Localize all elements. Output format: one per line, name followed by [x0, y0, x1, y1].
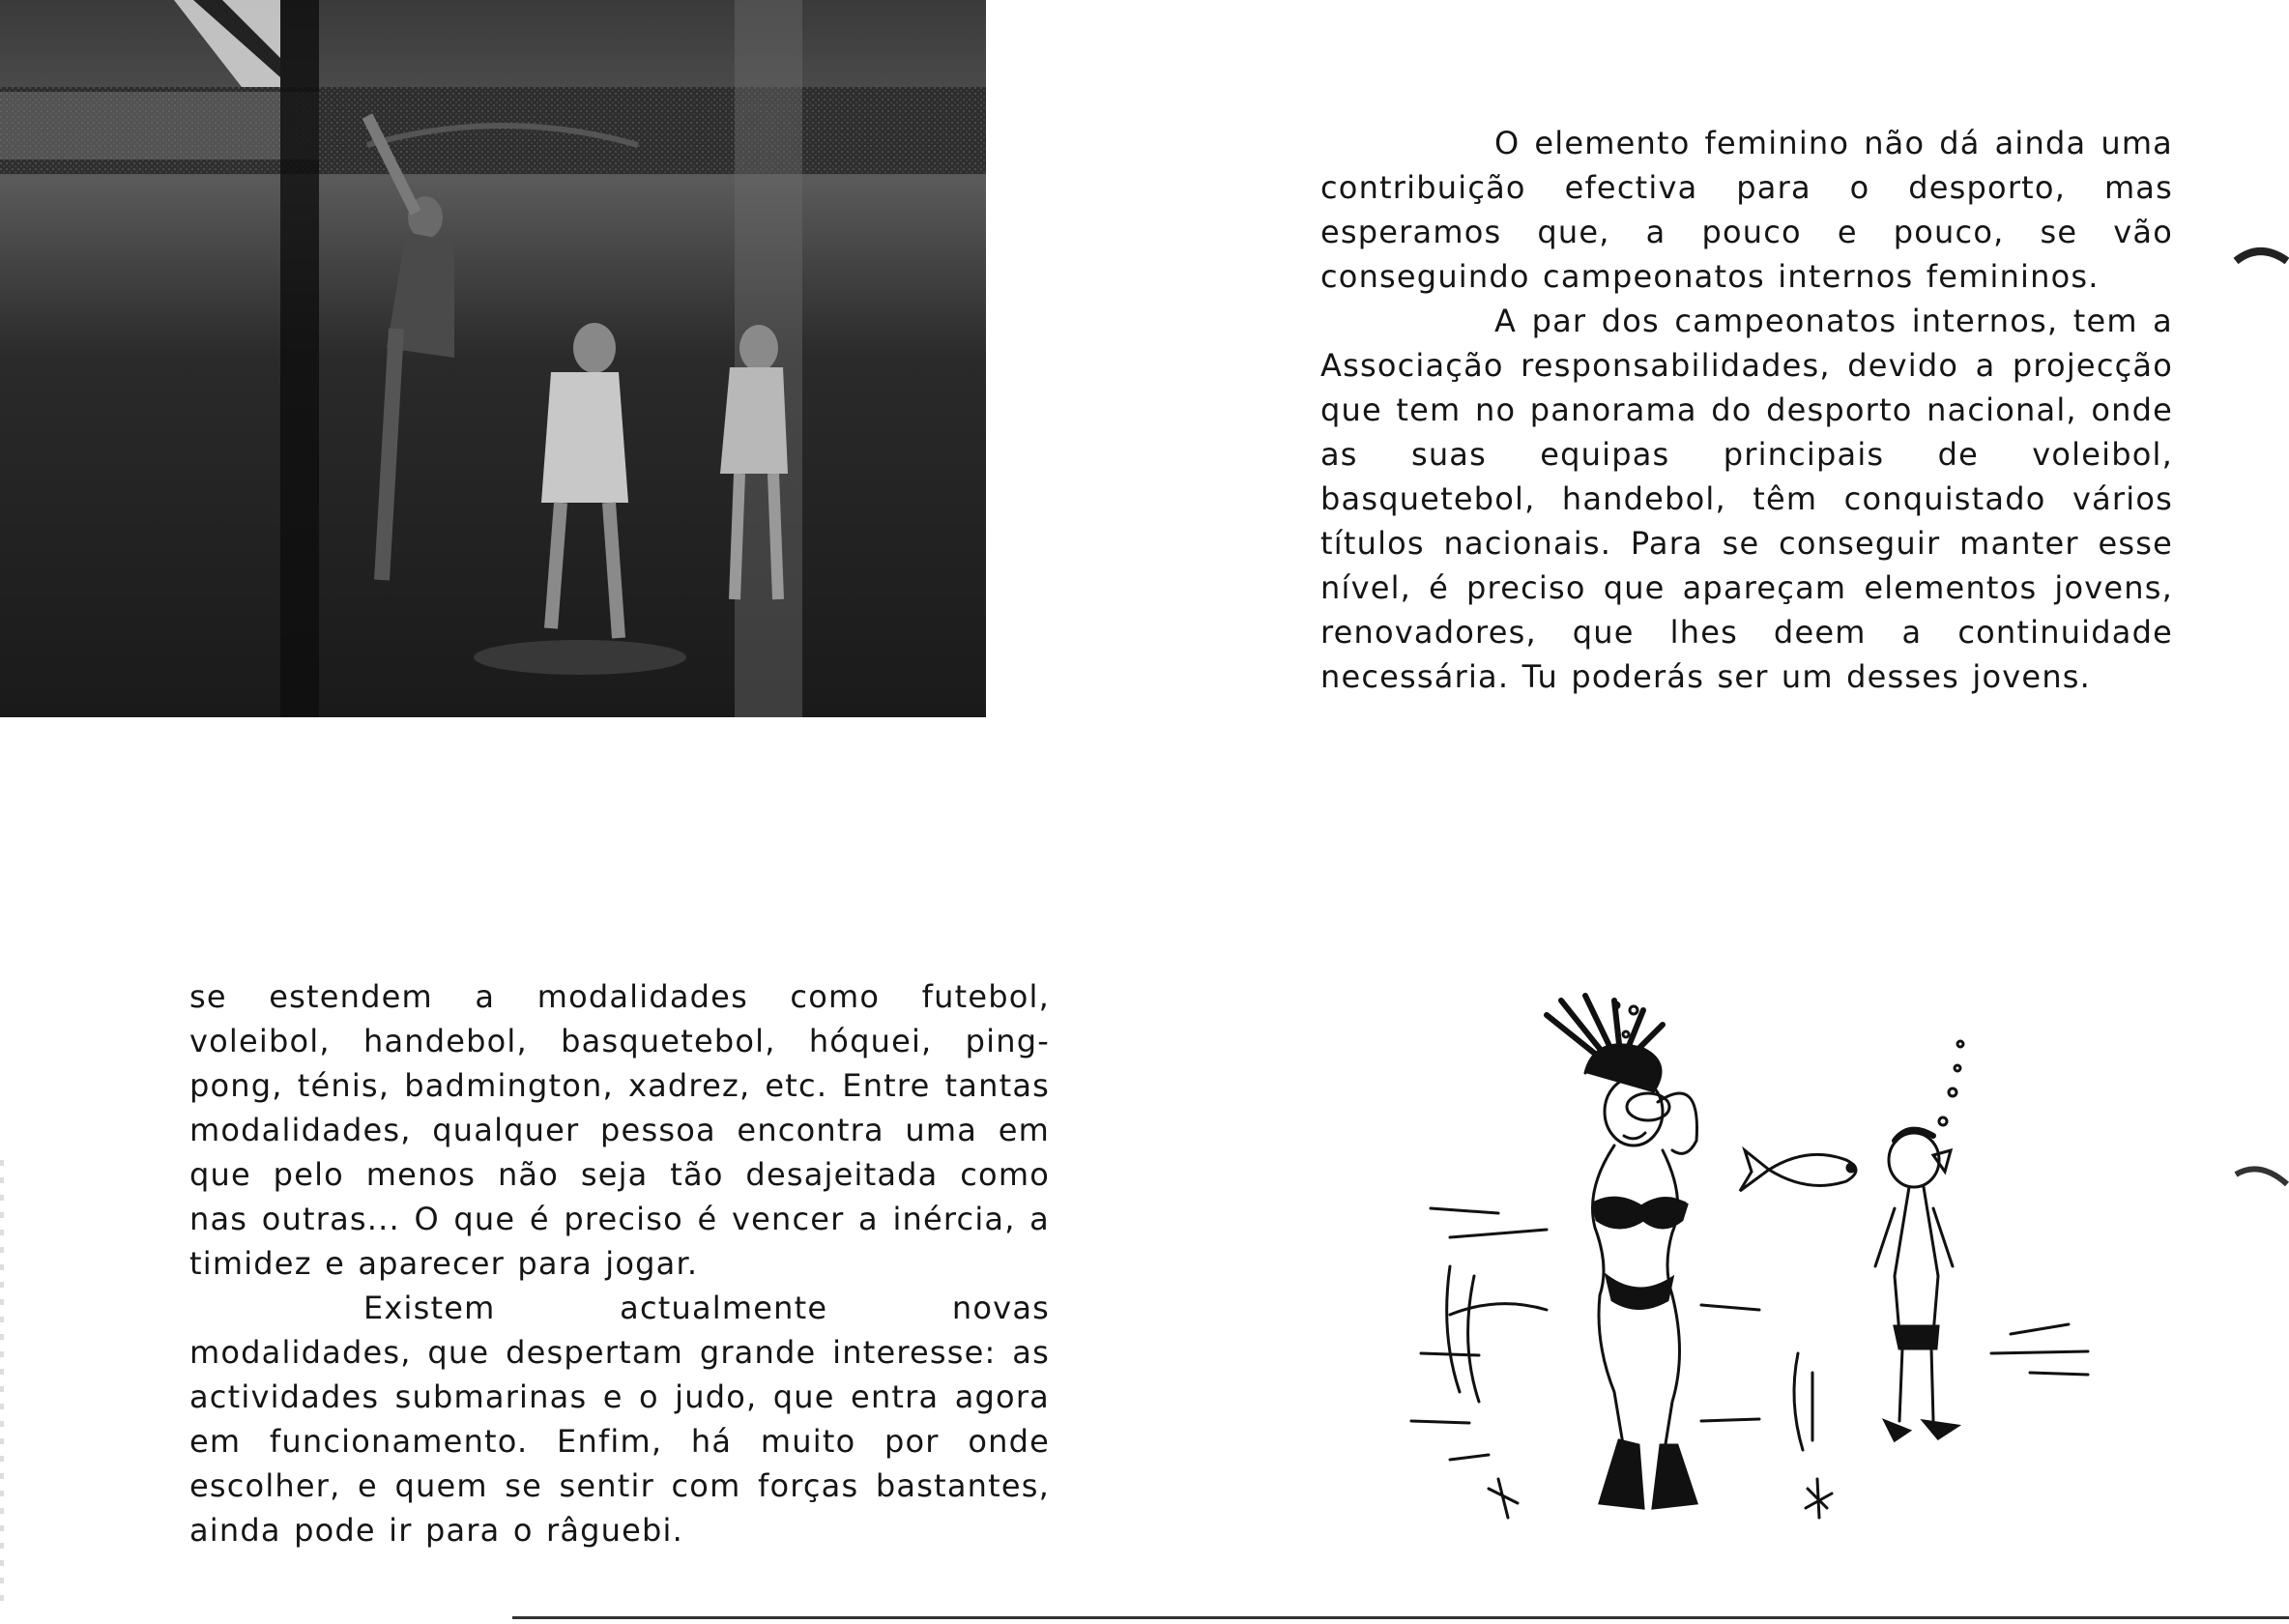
page-edge-mark [2231, 1150, 2289, 1189]
left-paragraph-2: Existem actualmente novas modalidades, que despertam grande interesse: as actividades submarinas e o judo, que entra agora em funcionamento. Enfim, há muito por onde escolher, e quem se sentir com forças bastantes, ainda pode ir para o râguebi. [189, 1290, 1050, 1549]
diving-cartoon [1353, 967, 2107, 1556]
right-paragraph-2: A par dos campeonatos internos, tem a Associação responsabilidades, devido a projecção que tem no panorama do desporto nacional, onde as suas equipas principais de voleibol, basquetebol, handebol, têm conquistado vários títulos nacionais. Para se conseguir manter esse nível, é preciso que apareçam elementos jovens, renovadores, que lhes deem a continuidade necessária. Tu poderás ser um desses jovens. [1320, 303, 2173, 695]
diving-cartoon-graphic [1353, 967, 2107, 1556]
basketball-photo [0, 0, 986, 717]
left-paragraph-1: se estendem a modalidades como futebol, voleibol, handebol, basquetebol, hóquei, ping-pong, ténis, badmington, xadrez, etc. Entre tantas modalidades, qualquer pessoa encontra uma em que pelo menos não seja tão desajeitada como nas outras... O que é preciso é vencer a inércia, a timidez e aparecer para jogar. [189, 978, 1050, 1282]
left-text-column [189, 974, 1050, 1552]
page-edge-mark [2231, 232, 2289, 271]
margin-mark [0, 1160, 4, 1605]
right-paragraph-1: O elemento feminino não dá ainda uma contribuição efectiva para o desporto, mas esperamos que, a pouco e pouco, se vão conseguindo campeonatos internos femininos. [1320, 125, 2173, 295]
bottom-rule [512, 1616, 2289, 1619]
basketball-photo-graphic [0, 0, 986, 717]
right-text-column [1320, 121, 2173, 699]
